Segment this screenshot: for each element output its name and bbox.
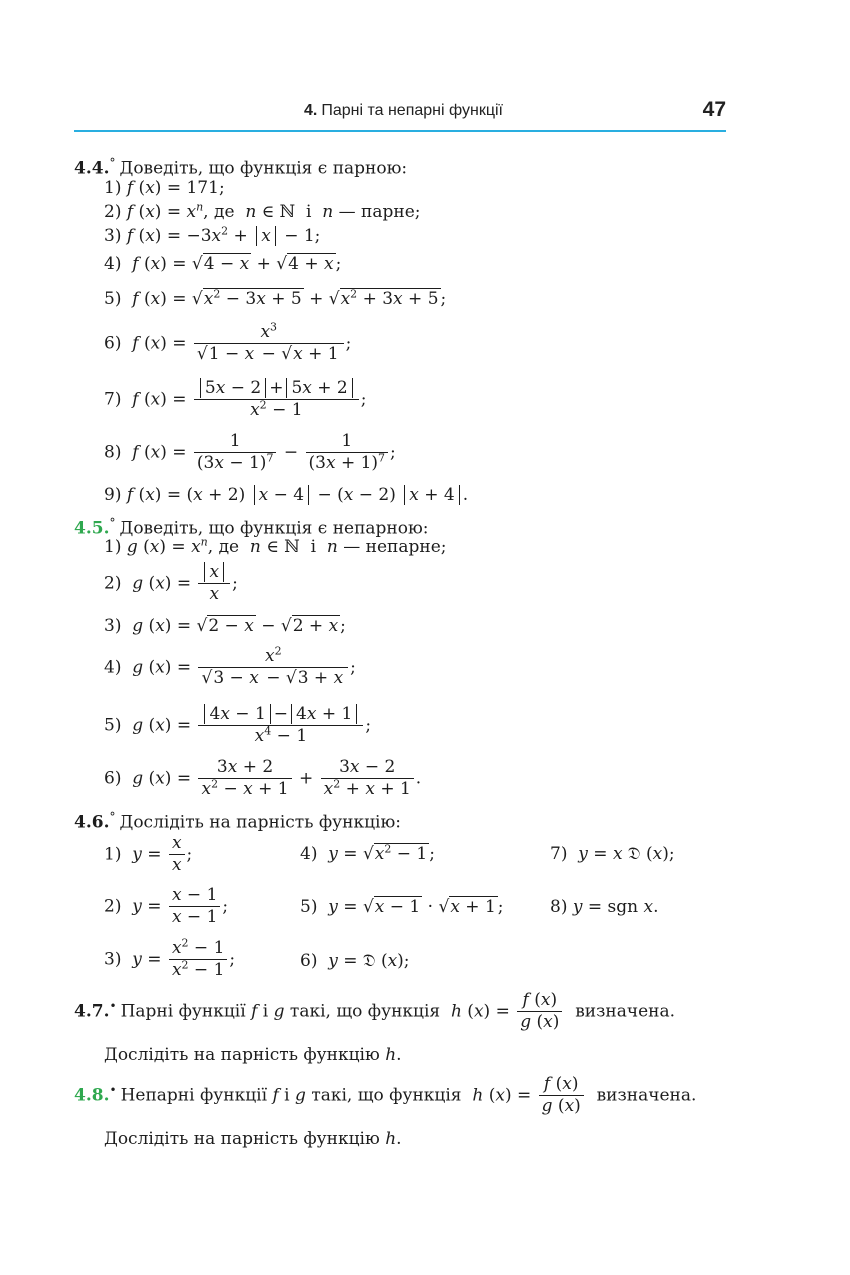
formula-4-4-3: 3) f $(x) = -3x^2 + x - 1$; bbox=[104, 224, 321, 246]
formula-4-5-2: 2) g (x) = $\frac{x}{x}$ ; bbox=[104, 562, 238, 605]
exercise-number: 4.6. bbox=[74, 812, 110, 833]
formula-4-6-1: 1) y = $\frac{x}{x}$ ; bbox=[104, 833, 193, 876]
formula-4-5-3: 3) g (x) = √2 − x − √2 + x ; bbox=[104, 616, 346, 636]
exercise-title: Доведіть, що функція є непарною: bbox=[119, 518, 429, 539]
difficulty-mark: ° bbox=[109, 156, 116, 170]
formula-4-4-4: 4) f (x) = √4 − x + √4 + x ; bbox=[104, 254, 342, 274]
section-title-text: Парні та непарні функції bbox=[321, 102, 503, 119]
exercise-4-8-line2: Дослідіть на парність функцію h. bbox=[104, 1129, 402, 1149]
formula-4-4-2: 2) f $(x) = x^n$, де n ∈ ℕ і n — парне; bbox=[104, 200, 421, 222]
formula-4-4-5: 5) f $(x) = √x^2 - 3x + 5 + √x^2 + 3x + 5$ ; bbox=[104, 287, 447, 309]
formula-4-5-4: 4) g (x) = $\frac{x^2}{√3 - x - √3 + x}$ ; bbox=[104, 644, 356, 689]
text-part: Дослідіть на парність функцію bbox=[104, 1129, 380, 1149]
formula-4-6-2: 2) y = $\frac{x - 1}{x - 1}$ ; bbox=[104, 885, 229, 928]
exercise-4-6-heading bbox=[74, 806, 401, 834]
text-part: визначена. bbox=[575, 1001, 676, 1022]
text-part: Непарні функції bbox=[120, 1085, 268, 1106]
text-odd: — непарне; bbox=[343, 537, 447, 557]
constant-value: 171 bbox=[186, 178, 219, 198]
formula-4-4-1: 1) f (x) = 171; bbox=[104, 178, 225, 198]
section-number: 4. bbox=[304, 102, 318, 119]
exercise-4-7: 4.7.• Парні функції f і g такі, що функція h (x) = $\frac{f (x)}{g (x)}$ визначена. bbox=[74, 990, 676, 1033]
text-tail: − 1; bbox=[284, 226, 321, 246]
text-i: і bbox=[306, 202, 312, 222]
exercise-number: 4.7. bbox=[74, 1001, 110, 1022]
text-part: такі, що функція bbox=[311, 1085, 462, 1106]
exercise-number: 4.5. bbox=[74, 518, 110, 539]
text-even: — парне; bbox=[338, 202, 421, 222]
formula-4-4-8: 8) f (x) = $\frac{1}{(3x - 1)^7}$ − $\frac{1}{(3x + 1)^7}$ ; bbox=[104, 431, 396, 474]
formula-4-5-5: 5) g (x) = $\frac{4x - 1 - 4x + 1}{x^4 - 1}$ ; bbox=[104, 704, 372, 747]
formula-4-6-4: 4) $y = √x^2 - 1$ ; bbox=[300, 842, 435, 864]
page-header bbox=[74, 96, 726, 132]
exercise-title: Дослідіть на парність функцію: bbox=[119, 812, 402, 833]
difficulty-mark: • bbox=[109, 998, 117, 1013]
formula-4-6-8: 8) y = sgn x. bbox=[550, 897, 659, 917]
exercise-4-4-heading bbox=[74, 152, 407, 180]
exercise-4-7-line2: Дослідіть на парність функцію h. bbox=[104, 1045, 402, 1065]
formula-4-6-3: 3) y = $\frac{x^2 - 1}{x^2 - 1}$ ; bbox=[104, 936, 236, 981]
text-part: такі, що функція bbox=[289, 1001, 441, 1022]
section-title bbox=[304, 102, 503, 120]
page-number: 47 bbox=[702, 98, 726, 121]
difficulty-mark: ° bbox=[109, 516, 116, 530]
formula-4-4-9: 9) f (x) = (x + 2) x − 4 − (x − 2) x + 4 . bbox=[104, 485, 469, 505]
exercise-title: Доведіть, що функція є парною: bbox=[119, 158, 408, 179]
formula-4-6-5: 5) y = √x − 1 · √x + 1 ; bbox=[300, 897, 504, 917]
text-part: Парні функції bbox=[120, 1001, 246, 1022]
formula-4-4-7: 7) f (x) = $\frac{5x - 2 + 5x + 2}{x^2 - 1}$ ; bbox=[104, 378, 367, 421]
formula-4-4-6: 6) f (x) = $\frac{x^3}{√1 - x - √x + 1}$ ; bbox=[104, 320, 352, 365]
text-part: Дослідіть на парність функцію bbox=[104, 1045, 380, 1065]
difficulty-mark: ° bbox=[109, 810, 116, 824]
exercise-number: 4.4. bbox=[74, 158, 110, 179]
text-de: , де bbox=[207, 537, 240, 557]
formula-4-5-6: 6) g (x) = $\frac{3x + 2}{x^2 - x + 1}$ + $\frac{3x - 2}{x^2 + x + 1}$ . bbox=[104, 757, 422, 800]
text-i: і bbox=[310, 537, 317, 557]
difficulty-mark: • bbox=[109, 1082, 117, 1097]
formula-4-6-7: 7) y = x 𝔇 (x); bbox=[550, 844, 675, 864]
exercise-number: 4.8. bbox=[74, 1085, 110, 1106]
text-part: і bbox=[262, 1001, 269, 1022]
text-de: , де bbox=[203, 202, 235, 222]
text-part: визначена. bbox=[596, 1085, 697, 1106]
exercise-4-8: 4.8.• Непарні функції f і g такі, що функція h (x) = $\frac{f (x)}{g (x)}$ визначена. bbox=[74, 1074, 697, 1117]
formula-4-6-6: 6) y = 𝔇 (x); bbox=[300, 951, 410, 971]
formula-4-5-1: 1) g $(x) = x^n$, де n ∈ ℕ і n — непарне; bbox=[104, 535, 447, 557]
text-part: і bbox=[284, 1085, 290, 1106]
